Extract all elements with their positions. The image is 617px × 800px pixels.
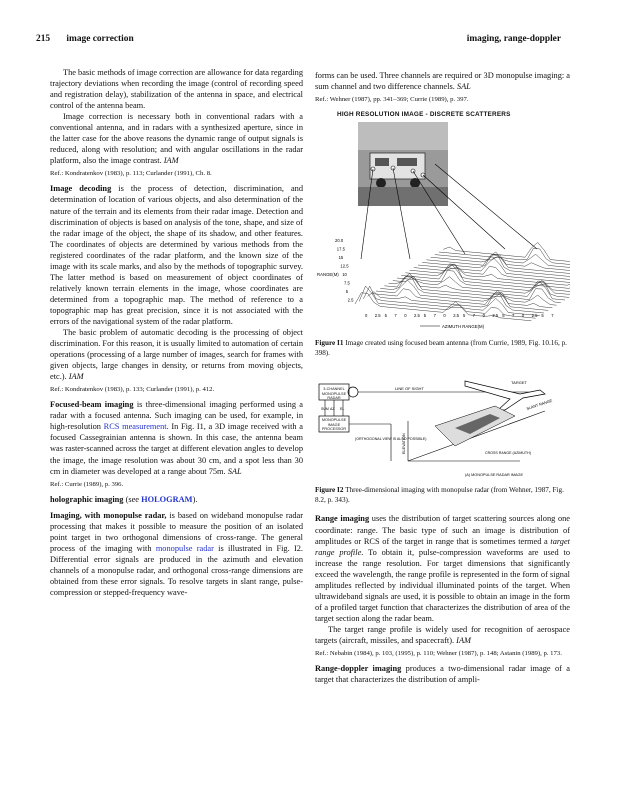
entry-term: Image decoding [50, 184, 112, 194]
x-tick-label: 2.5 [531, 313, 538, 319]
figure-i2-graphic [315, 366, 570, 484]
x-tick-label: 0 [521, 313, 525, 319]
slant-range-label: SLANT RANGE [526, 399, 553, 412]
surface-trace [405, 264, 570, 289]
figure-caption: Figure I1 Image created using focused beam antenna (from Currie, 1989, Fig. 10.16, p. 398). [315, 339, 567, 357]
reference: Ref.: Kondratenkov (1983), p. 113; Curlander (1991), Ch. 8. [50, 170, 212, 178]
y-tick-label: 10 [342, 272, 347, 278]
x-tick-label: 5 [541, 313, 544, 319]
author-signature: SAL [456, 82, 471, 92]
paragraph: The target range profile is widely used for recognition of aerospace targets (aircraft, missiles, and spacecraft). IAM [315, 624, 570, 645]
entry-term: Imaging, with monopulse radar, [50, 510, 167, 520]
paragraph: The basic methods of image correction are allowance for data regarding trajectory deviations when recording the image (control of recording speed and registration delay), stabilization of the antenna in space, and electrical control of the antenna beam. [50, 68, 304, 111]
author-signature: IAM [163, 156, 179, 166]
entry-image-decoding: Image decoding is the process of detection, discrimination, and determination of location of various objects, and also determination of the nature of the terrain and its elements from their radar image. Detection and discrimination of objects is based on analysis of the tone, shape, and size of the radar image of the object, the shape of its shadow, and other features. The coordinates of objects are determined by various methods from the registered coordinates of the radar platform, and the known size of the image with its scale marks, and also by the methods of topographic survey. The latter method is based on measurement of object coordinates of relatively known terrain elements in the image, whose coordinates are determined from a topographic map. The method of reference to a topographic map has great precision, since it is not associated with the errors of the navigational system of the radar platform. [50, 184, 304, 326]
y-tick-label: 17.5 [336, 246, 345, 252]
x-tick-label: 5 [423, 313, 427, 319]
surface-trace [368, 292, 544, 313]
target-label: TARGET [511, 380, 527, 386]
surface-trace [401, 264, 570, 291]
image-label: (A) MONOPULSE RADAR IMAGE [465, 473, 524, 478]
sum-label: SUM [321, 407, 329, 412]
x-tick-label: 0 [482, 313, 485, 319]
range-axis-label: RANGE(M) [317, 272, 339, 278]
figure-i1 [315, 109, 570, 337]
x-tick-label: 2.5 [492, 313, 499, 319]
reference: Ref.: Wehner (1987), pp. 341–369; Currie (1989), p. 397. [315, 96, 469, 104]
entry-term: holographic imaging [50, 494, 124, 504]
x-tick-label: 7 [433, 313, 436, 319]
surface-trace [418, 258, 570, 282]
entry-range-imaging: Range imaging uses the distribution of target scattering sources along one coordinate: range. The basic type of such an image is distribution of amplitudes or RCS of the target in range that is sometimes termed a target range profile. To obtain it, pulse-compression waveforms are used to increase the range resolution. For target dimensions that significantly exceed the wavelength, the range profile is represented in the form of signal amplitudes reflected by individual illuminated points of the target. When ultrawideband signals are used, it is possible to obtain an image in the form of a profiled target function that characterizes the distribution of area of the target section along the radar beam. [315, 514, 570, 623]
cross-reference-link-rcs[interactable]: RCS measurement [103, 422, 167, 432]
author-signature: IAM [68, 372, 84, 382]
x-tick-label: 0 [365, 313, 368, 319]
wheel-icon [376, 178, 386, 188]
x-tick-label: 7 [472, 313, 476, 319]
surface-plot [355, 242, 570, 320]
x-tick-label: 5 [384, 313, 387, 319]
azimuth-axis-label: AZIMUTH RANGE(M) [442, 324, 485, 330]
x-tick-label: 2.5 [414, 313, 420, 319]
surface-trace [410, 264, 570, 285]
paragraph: The basic problem of automatic decoding is the processing of object discrimination. For this reason, it is usually limited to automation of certain operations (processing of a large number of images, search for frames with given objects, large changes in density, or returns from moving objects, etc.). IAM [50, 328, 303, 382]
line-of-sight-label: LINE OF SIGHT [395, 386, 424, 392]
surface-trace [426, 252, 570, 277]
figure-title: HIGH RESOLUTION IMAGE - DISCRETE SCATTERERS [337, 111, 511, 119]
y-tick-label: 20.0 [335, 238, 344, 244]
cross-range-label: CROSS RANGE (AZIMUTH) [485, 451, 531, 456]
orthogonal-view-label: (ORTHOGONAL VIEW IS ALSO POSSIBLE) [355, 437, 427, 442]
photo-sky [358, 122, 448, 150]
author-signature: IAM [456, 635, 471, 645]
surface-trace [435, 254, 570, 271]
surface-trace [372, 289, 548, 311]
paragraph: forms can be used. Three channels are required or 3D monopulse imaging: a sum channel and two difference channels. SAL [315, 71, 570, 92]
elevation-label: ELEVATION [402, 433, 406, 455]
entry-focused-beam-imaging: Focused-beam imaging is three-dimensional imaging performed using a radar with a focused antenna. Such imaging can be used, for example, in high-resolution RCS measurement. In Fig. I1, a 3D image received with a focused Cassegrainian antenna is shown. In this case, the antenna beam was raster-scanned across the target at different elevation angles to develop the image, the image resolution was about 30 cm, and a spot less than 30 cm in diameter was developed at a range about 75m. SAL [50, 400, 303, 476]
truck-window [397, 158, 417, 166]
entry-term: Focused-beam imaging [50, 400, 134, 410]
page-number: 215 [36, 34, 51, 44]
az-label: AZ [330, 407, 335, 412]
x-tick-label: 2.5 [453, 313, 460, 319]
truck-window [375, 158, 389, 166]
radar-box-label: 3-CHANNEL MONOPULSE RADAR [321, 387, 347, 401]
reference: Ref.: Nebabin (1984), p. 103, (1995), p. 110; Wehner (1987), p. 148; Astanin (1989), p. 173. [315, 650, 562, 658]
entry-holographic-imaging: holographic imaging (see HOLOGRAM). [50, 494, 198, 504]
header-left-title: image correction [66, 34, 134, 44]
y-tick-label: 15 [338, 255, 344, 261]
x-tick-label: 7 [551, 313, 554, 319]
processor-box-label: MONOPULSE IMAGE PROCESSOR [321, 418, 347, 432]
figure-i1-graphic [315, 109, 570, 337]
header-right-title: imaging, range-doppler [466, 34, 561, 44]
entry-imaging-monopulse: Imaging, with monopulse radar, is based on wideband monopulse radar processing that makes it possible to measure the position of an isolated point target in two orthogonal dimensions of cross-range. The general process of the imaging with monopulse radar is illustrated in Fig. I2. Differential error signals are produced in the azimuth and elevation channels of a monopulse radar, and orthogonal cross-range dimensions are obtained from these error signals. To resolve targets in slant range, pulse-compression or stepped-frequency wave- [50, 510, 303, 597]
author-signature: SAL [227, 466, 242, 476]
x-tick-label: 0 [404, 313, 407, 319]
antenna-icon [348, 387, 358, 397]
figure-caption: Figure I2 Three-dimensional imaging with monopulse radar (from Wehner, 1987, Fig. 8.2, p. 343). [315, 486, 564, 504]
reference: Ref.: Kondratenkov (1983), p. 133; Curlander (1991), p. 412. [50, 386, 215, 394]
entry-term: Range-doppler imaging [315, 664, 402, 674]
reference: Ref.: Currie (1989), p. 396. [50, 480, 124, 488]
x-tick-label: 2.5 [374, 313, 381, 319]
x-tick-label: 7 [512, 313, 515, 319]
el-label: EL [340, 407, 345, 412]
x-tick-label: 7 [394, 313, 397, 319]
entry-range-doppler-imaging: Range-doppler imaging produces a two-dimensional radar image of a target that characterizes the distribution of ampli- [315, 664, 570, 685]
entry-term: Range imaging [315, 514, 370, 524]
x-tick-label: 0 [443, 313, 446, 319]
left-column [50, 67, 303, 598]
y-axis-ticks [335, 238, 354, 303]
y-tick-label: 2.5 [347, 297, 354, 303]
running-header-left [36, 34, 134, 44]
right-column [315, 70, 570, 685]
y-tick-label: 12.5 [340, 263, 349, 269]
x-tick-label: 5 [502, 313, 505, 319]
cross-reference-link-hologram[interactable]: HOLOGRAM [141, 494, 193, 504]
y-tick-label: 5 [345, 289, 349, 295]
figure-i2 [315, 366, 570, 484]
cross-reference-link-monopulse[interactable]: monopulse radar [155, 543, 214, 553]
paragraph: Image correction is necessary both in conventional radars with a conventional antenna, and in radars with a synthesized aperture, since in the latter case for the above reasons the dynamic range of output signals is reduced, along with resolution; and with angular oscillations in the radar platform, also the image contrast. IAM [50, 112, 303, 166]
photo-ground [358, 187, 448, 206]
y-tick-label: 7.5 [344, 280, 350, 286]
x-tick-label: 5 [463, 313, 466, 319]
